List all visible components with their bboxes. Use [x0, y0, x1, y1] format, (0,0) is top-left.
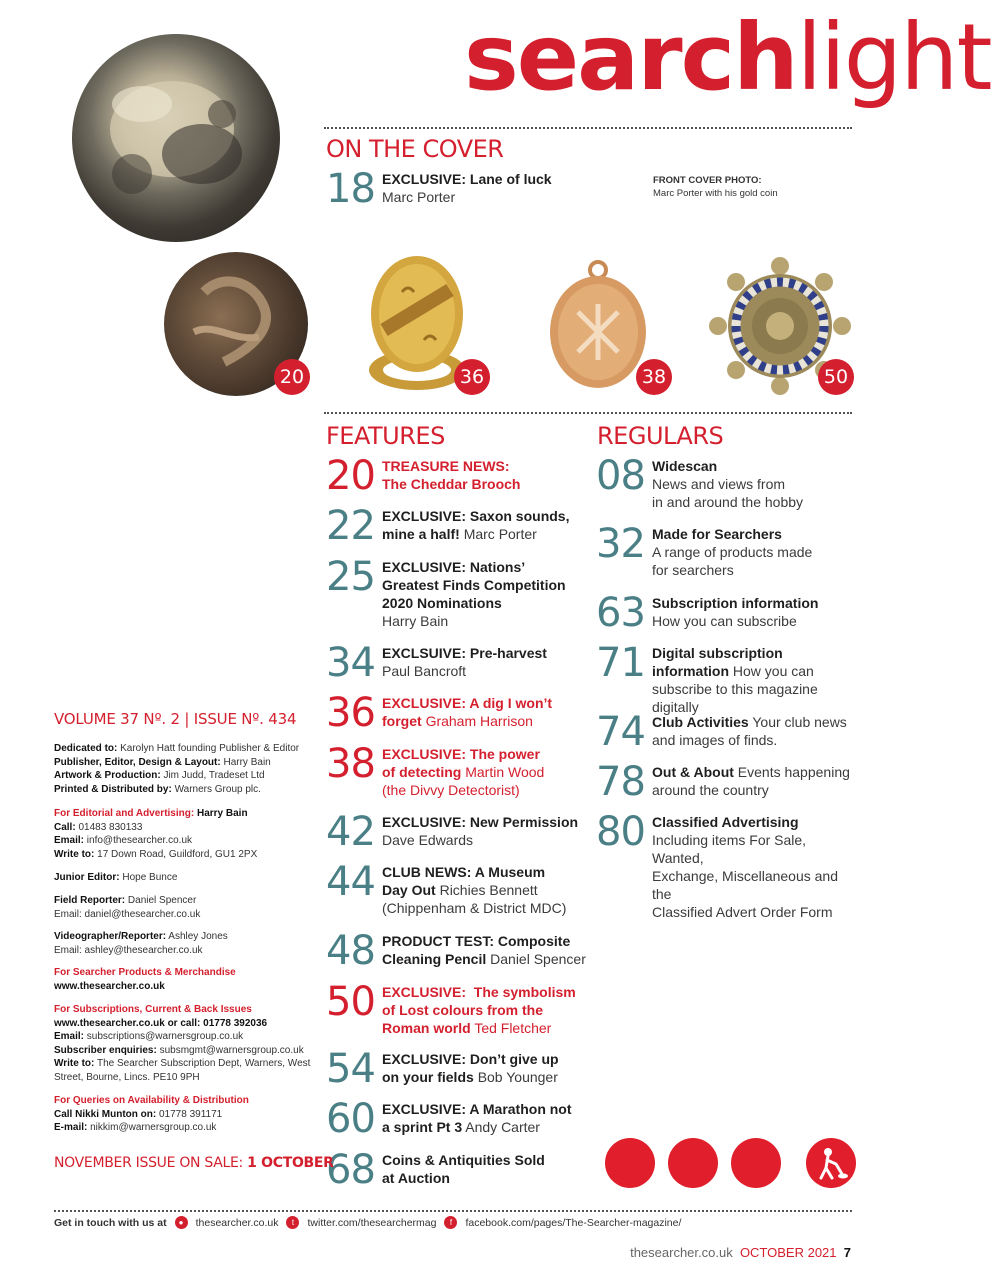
decorative-dot: [605, 1138, 655, 1188]
masthead-logo: searchlight: [464, 4, 991, 111]
footer-contacts: Get in touch with us at ● thesearcher.co.uk t twitter.com/thesearchermag f facebook.com/pages/The-Searcher-magazine/: [54, 1216, 682, 1229]
regular-item[interactable]: [596, 640, 866, 716]
page-number: 38: [326, 741, 375, 787]
page-number: 71: [596, 640, 645, 686]
feature-item[interactable]: [326, 1147, 586, 1193]
page-number: 25: [326, 554, 375, 600]
cover-story[interactable]: [326, 166, 626, 212]
feature-item[interactable]: [326, 503, 586, 549]
story-byline: Paul Bancroft: [382, 663, 467, 679]
page-number: 32: [596, 521, 645, 567]
availability-contact: For Queries on Availability & Distribution Call Nikki Munton on: 01778 391171 E-mail: nikkim@warnersgroup.co.uk: [54, 1095, 249, 1133]
story-byline: Harry Bain: [382, 613, 449, 629]
detectorist-logo-icon: [806, 1138, 856, 1188]
page-number: 36: [326, 690, 375, 736]
story-headline: Classified Advertising: [652, 814, 799, 830]
page-number: 60: [326, 1096, 375, 1142]
story-headline: Out & About: [652, 764, 734, 780]
story-headline: EXCLUSIVE: The symbolism of Lost colours from the Roman world: [382, 984, 576, 1036]
products-contact: For Searcher Products & Merchandise www.thesearcher.co.uk: [54, 967, 236, 992]
decorative-dot: [668, 1138, 718, 1188]
page-number: 63: [596, 590, 645, 636]
story-byline: Marc Porter: [382, 189, 456, 205]
cover-coin-photo: [72, 34, 280, 242]
page-number: 08: [596, 453, 645, 499]
story-byline: Graham Harrison: [425, 713, 533, 729]
page-number: 42: [326, 809, 375, 855]
story-headline: Subscription information: [652, 595, 819, 611]
story-headline: Digital subscription information: [652, 645, 783, 679]
story-headline: EXCLUSIVE: New Permission: [382, 814, 579, 830]
email-link[interactable]: info@thesearcher.co.uk: [86, 835, 193, 846]
page-number: 80: [596, 809, 645, 855]
page-number: 44: [326, 859, 375, 905]
gold-locket-photo: [546, 258, 650, 390]
page-number: 20: [326, 453, 375, 499]
page-number: 74: [596, 709, 645, 755]
feature-item[interactable]: [326, 453, 586, 499]
cover-section-title: ON THE COVER: [326, 135, 504, 163]
story-headline: CLUB NEWS: A Museum Day Out: [382, 864, 546, 898]
feature-item[interactable]: [326, 741, 586, 799]
front-cover-credit: FRONT COVER PHOTO: Marc Porter with his gold coin: [653, 175, 778, 199]
page-badge: 38: [636, 359, 672, 395]
junior-editor: Junior Editor: Hope Bunce: [54, 872, 178, 883]
page-number: 18: [326, 166, 375, 212]
regular-item[interactable]: [596, 521, 856, 579]
twitter-icon: t: [286, 1216, 299, 1229]
twitter-link[interactable]: twitter.com/thesearchermag: [307, 1216, 437, 1229]
story-byline: Dave Edwards: [382, 832, 474, 848]
feature-item[interactable]: [326, 979, 586, 1037]
regular-item[interactable]: [596, 709, 856, 755]
regular-item[interactable]: [596, 453, 856, 511]
field-reporter: Field Reporter: Daniel Spencer Email: daniel@thesearcher.co.uk: [54, 895, 201, 920]
story-headline: Widescan: [652, 458, 718, 474]
story-byline: Andy Carter: [465, 1119, 540, 1135]
next-issue-on-sale: NOVEMBER ISSUE ON SALE: 1 OCTOBER: [54, 1155, 334, 1171]
story-byline: A range of products made for searchers: [652, 544, 813, 578]
story-byline: How you can subscribe to this magazine digitally: [652, 663, 818, 715]
regular-item[interactable]: [596, 759, 856, 805]
page-number: 34: [326, 640, 375, 686]
facebook-icon: f: [444, 1216, 457, 1229]
divider: [324, 127, 852, 129]
editorial-contact: For Editorial and Advertising: Harry Bain Call: 01483 830133 Email: info@thesearcher.co.uk Write to: 17 Down Road, Guildford, GU1 2PX: [54, 808, 258, 860]
page-number: 68: [326, 1147, 375, 1193]
story-headline: EXCLSUIVE: Pre-harvest: [382, 645, 547, 661]
story-byline: Martin Wood (the Divvy Detectorist): [382, 764, 545, 798]
page-number: 7: [843, 1245, 851, 1260]
videographer: Videographer/Reporter: Ashley Jones Email: ashley@thesearcher.co.uk: [54, 931, 228, 956]
page-badge: 36: [454, 359, 490, 395]
story-byline: News and views from in and around the hobby: [652, 476, 804, 510]
divider: [54, 1210, 852, 1212]
story-byline: How you can subscribe: [652, 613, 797, 629]
story-byline: Including items For Sale, Wanted, Exchange, Miscellaneous and the Classified Advert Order Form: [652, 832, 839, 920]
divider: [324, 412, 852, 414]
subscriptions-contact: For Subscriptions, Current & Back Issues www.thesearcher.co.uk or call: 01778 392036 Email: subscriptions@warnersgroup.co.uk Subscriber enquiries: subsmgmt@warnersgroup.co.uk Write to: The Searcher Subscription Dept, Warners, West Street, Bourne, Lincs. PE10 9PH: [54, 1004, 311, 1083]
story-headline: EXCLUSIVE: Lane of luck: [382, 171, 552, 187]
feature-item[interactable]: [326, 859, 586, 917]
page-number: 54: [326, 1046, 375, 1092]
story-headline: Made for Searchers: [652, 526, 782, 542]
page-number: 48: [326, 928, 375, 974]
features-title: FEATURES: [326, 422, 445, 450]
decorative-dot: [731, 1138, 781, 1188]
story-byline: Richies Bennett (Chippenham & District MDC): [382, 882, 567, 916]
website-link[interactable]: www.thesearcher.co.uk: [54, 980, 165, 992]
page-badge: 50: [818, 359, 854, 395]
feature-item[interactable]: [326, 1046, 586, 1092]
page-badge: 20: [274, 359, 310, 395]
feature-item[interactable]: [326, 809, 586, 855]
feature-item[interactable]: [326, 640, 586, 686]
facebook-link[interactable]: facebook.com/pages/The-Searcher-magazine/: [465, 1216, 682, 1229]
story-headline: TREASURE NEWS: The Cheddar Brooch: [382, 458, 521, 492]
credits-block: Dedicated to: Karolyn Hatt founding Publisher & Editor Publisher, Editor, Design & Layout: Harry Bain Artwork & Production: Jim Judd, Tradeset Ltd Printed & Distributed by: Warners Group plc.: [54, 743, 300, 795]
story-headline: EXCLUSIVE: Don’t give up on your fields: [382, 1051, 559, 1085]
story-byline: Marc Porter: [463, 526, 537, 542]
feature-item[interactable]: [326, 928, 586, 974]
story-byline: Events happening around the country: [652, 764, 850, 798]
story-headline: Coins & Antiquities Sold at Auction: [382, 1152, 545, 1186]
regular-item[interactable]: [596, 809, 856, 921]
feature-item[interactable]: [326, 690, 586, 736]
story-headline: EXCLUSIVE: A dig I won’t forget: [382, 695, 553, 729]
story-headline: EXCLUSIVE: A Marathon not a sprint Pt 3: [382, 1101, 572, 1135]
story-byline: Daniel Spencer: [490, 951, 586, 967]
page-footer: thesearcher.co.uk OCTOBER 2021 7: [630, 1245, 851, 1260]
volume-issue: VOLUME 37 Nº. 2 | ISSUE Nº. 434: [54, 710, 297, 728]
story-headline: EXCLUSIVE: Saxon sounds, mine a half!: [382, 508, 570, 542]
searcher-logo-icon: ●: [175, 1216, 188, 1229]
regulars-title: REGULARS: [597, 422, 724, 450]
story-byline: Your club news and images of finds.: [652, 714, 847, 748]
page-number: 50: [326, 979, 375, 1025]
page-number: 78: [596, 759, 645, 805]
story-byline: Bob Younger: [477, 1069, 558, 1085]
story-headline: PRODUCT TEST: Composite Cleaning Pencil: [382, 933, 571, 967]
story-byline: Ted Fletcher: [474, 1020, 552, 1036]
feature-item[interactable]: [326, 1096, 586, 1142]
story-headline: Club Activities: [652, 714, 749, 730]
story-headline: EXCLUSIVE: Nations’ Greatest Finds Competition 2020 Nominations: [382, 559, 566, 611]
feature-item[interactable]: [326, 554, 586, 630]
story-headline: EXCLUSIVE: The power of detecting: [382, 746, 540, 780]
page-number: 22: [326, 503, 375, 549]
regular-item[interactable]: [596, 590, 856, 636]
website-link[interactable]: thesearcher.co.uk: [195, 1216, 279, 1229]
